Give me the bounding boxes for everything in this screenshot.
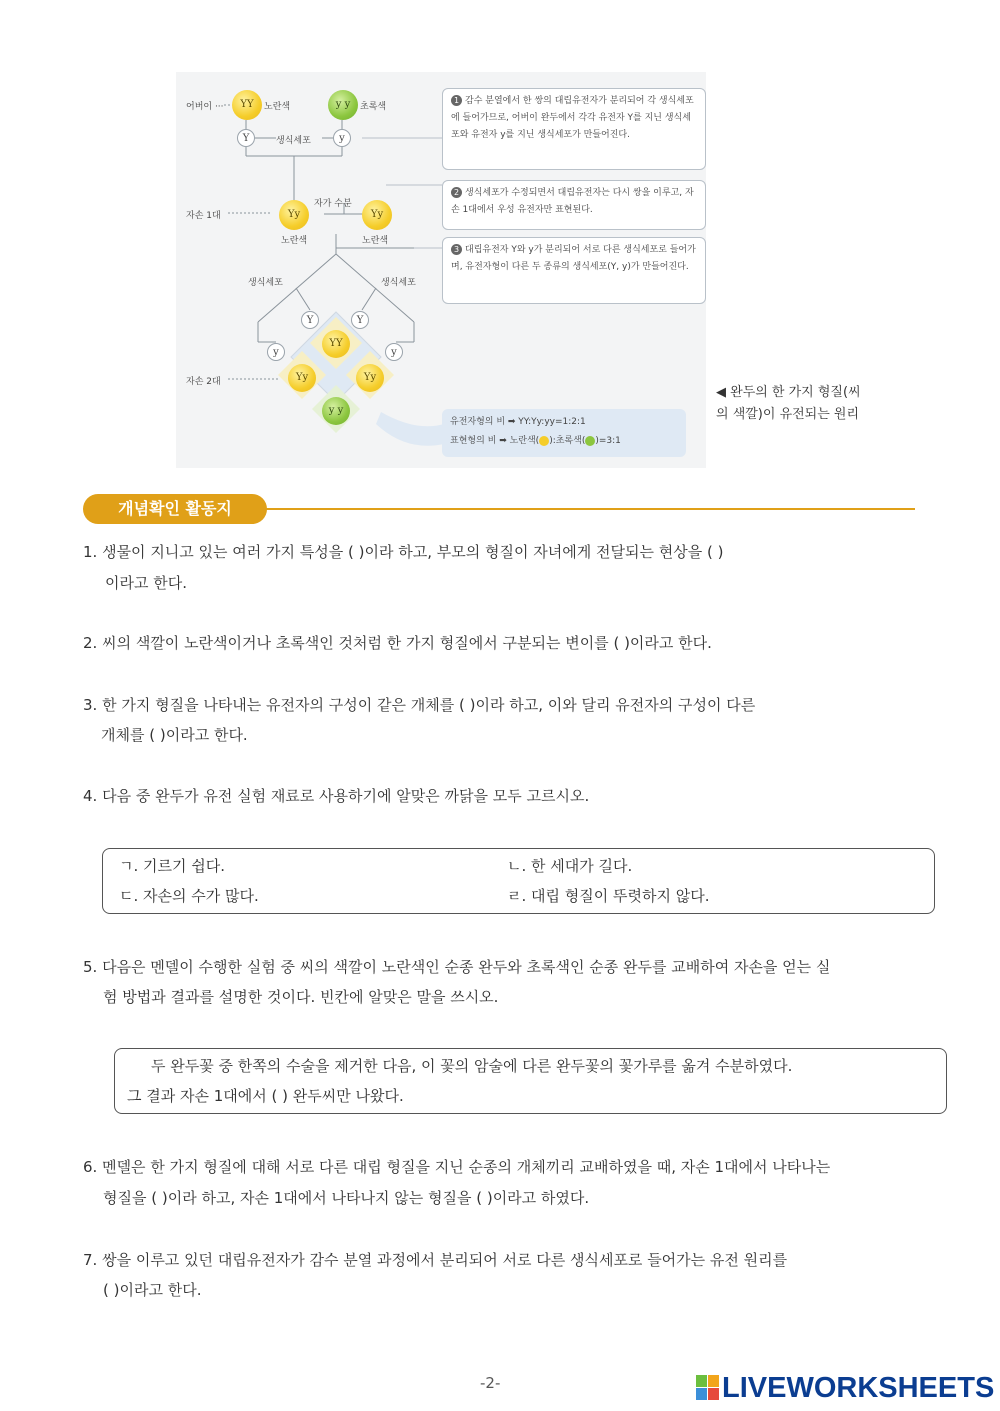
- phenotype-ratio-part-a: 표현형의 비 ➡ 노란색(: [450, 436, 540, 446]
- note-3-number: 3: [451, 244, 462, 255]
- f2-pea-YY: [322, 330, 350, 358]
- parent-yellow-genotype: YY: [240, 99, 254, 110]
- f2-gamete-2: Y: [351, 311, 369, 329]
- f1-phenotype-left: 노란색: [281, 236, 308, 246]
- f1-pea-right: [362, 200, 392, 230]
- f1-phenotype-right: 노란색: [362, 236, 389, 246]
- gamete-Y: Y: [237, 129, 255, 147]
- question-1-line-2: 이라고 한다.: [105, 574, 187, 592]
- genotype-ratio: 유전자형의 비 ➡ YY:Yy:yy=1:2:1: [450, 417, 586, 427]
- question-4-options-box: [102, 848, 935, 914]
- parent-green-label: 초록색: [360, 102, 387, 112]
- question-1-line-1: 1. 생물이 지니고 있는 여러 가지 특성을 ( )이라 하고, 부모의 형질이 자녀에게 전달되는 현상을 ( ): [83, 543, 724, 561]
- option-a: ㄱ. 기르기 쉽다.: [119, 857, 226, 875]
- question-5-line-2: 험 방법과 결과를 설명한 것이다. 빈칸에 알맞은 말을 쓰시오.: [103, 988, 499, 1006]
- question-6-line-2: 형질을 ( )이라 하고, 자손 1대에서 나타나지 않는 형질을 ( )이라고 하였다.: [103, 1189, 590, 1207]
- gamete-y: y: [333, 129, 351, 147]
- diagram-caption: ◀ 완두의 한 가지 형질(씨의 색깔)이 유전되는 원리: [716, 385, 861, 422]
- note-1-number: 1: [451, 95, 462, 106]
- f2-genotype-1: YY: [329, 338, 343, 349]
- liveworksheets-logo: [696, 1371, 994, 1405]
- f2-gamete-4: y: [385, 343, 403, 361]
- parent-green-pea: [328, 90, 358, 120]
- f1-label: 자손 1대: [186, 211, 221, 221]
- note-3-text: 대립유전자 Y와 y가 분리되어 서로 다른 생식세포로 들어가며, 유전자형이 다른 두 종류의 생식세포(Y, y)가 만들어진다.: [451, 245, 696, 272]
- f2-gamete-1: Y: [301, 311, 319, 329]
- question-5-line-1: 5. 다음은 멘델이 수행한 실험 중 씨의 색깔이 노란색인 순종 완두와 초록색인 순종 완두를 교배하여 자손을 얻는 실: [83, 958, 831, 976]
- ratio-box: [442, 409, 686, 457]
- phenotype-ratio-part-c: )=3:1: [595, 436, 621, 446]
- f2-genotype-2: Yy: [295, 372, 309, 383]
- gamete-label-right: 생식세포: [381, 278, 416, 288]
- f2-pea-Yy-left: [288, 364, 316, 392]
- question-6-line-1: 6. 멘델은 한 가지 형질에 대해 서로 다른 대립 형질을 지닌 순종의 개체끼리 교배하였을 때, 자손 1대에서 나타나는: [83, 1158, 831, 1176]
- green-dot-icon: [585, 436, 595, 446]
- note-2: [442, 180, 706, 230]
- f2-label: 자손 2대: [186, 377, 221, 387]
- question-7-line-2: ( )이라고 한다.: [103, 1281, 202, 1299]
- note-2-number: 2: [451, 187, 462, 198]
- option-c: ㄷ. 자손의 수가 많다.: [119, 887, 259, 905]
- f1-genotype-right: Yy: [370, 209, 384, 220]
- f2-gamete-3: y: [267, 343, 285, 361]
- brand-text: LIVEWORKSHEETS: [722, 1371, 995, 1404]
- option-d: ㄹ. 대립 형질이 뚜렷하지 않다.: [507, 887, 710, 905]
- parent-green-genotype: y y: [335, 99, 351, 110]
- f2-genotype-3: Yy: [363, 372, 377, 383]
- question-2: 2. 씨의 색깔이 노란색이거나 초록색인 것처럼 한 가지 형질에서 구분되는 변이를 ( )이라고 한다.: [83, 634, 712, 652]
- question-3-line-1: 3. 한 가지 형질을 나타내는 유전자의 구성이 같은 개체를 ( )이라 하고, 이와 달리 유전자의 구성이 다른: [83, 696, 756, 714]
- note-1: [442, 88, 706, 170]
- yellow-dot-icon: [539, 436, 549, 446]
- heredity-diagram: [176, 72, 706, 468]
- option-b: ㄴ. 한 세대가 길다.: [507, 857, 633, 875]
- question-5-box-line-1: 두 완두꽃 중 한쪽의 수술을 제거한 다음, 이 꽃의 암술에 다른 완두꽃의 꽃가루를 옮겨 수분하였다.: [151, 1057, 793, 1075]
- self-pollination-label: 자가 수분: [314, 199, 352, 209]
- section-divider: [260, 508, 915, 510]
- parent-yellow-pea: [232, 90, 262, 120]
- note-2-text: 생식세포가 수정되면서 대립유전자는 다시 쌍을 이루고, 자손 1대에서 우성 유전자만 표현된다.: [451, 188, 694, 215]
- question-3-line-2: 개체를 ( )이라고 한다.: [101, 726, 248, 744]
- phenotype-ratio-part-b: ):초록색(: [549, 436, 586, 446]
- gamete-label-left: 생식세포: [248, 278, 283, 288]
- note-3: [442, 237, 706, 304]
- page-number: -2-: [480, 1374, 501, 1392]
- question-5-box-line-2: 그 결과 자손 1대에서 ( ) 완두씨만 나왔다.: [127, 1087, 404, 1105]
- question-4: 4. 다음 중 완두가 유전 실험 재료로 사용하기에 알맞은 까닭을 모두 고르시오.: [83, 787, 590, 805]
- gamete-label: 생식세포: [276, 136, 311, 146]
- note-1-text: 감수 분열에서 한 쌍의 대립유전자가 분리되어 각 생식세포에 들어가므로, 어버이 완두에서 각각 유전자 Y를 지닌 생식세포와 유전자 y를 지닌 생식세포가 만들어진다.: [451, 96, 694, 140]
- f2-pea-yy: [322, 397, 350, 425]
- f2-pea-Yy-right: [356, 364, 384, 392]
- f2-genotype-4: y y: [328, 405, 344, 416]
- phenotype-ratio: [450, 432, 678, 451]
- question-7-line-1: 7. 쌍을 이루고 있던 대립유전자가 감수 분열 과정에서 분리되어 서로 다른 생식세포로 들어가는 유전 원리를: [83, 1251, 788, 1269]
- section-title: 개념확인 활동지: [83, 494, 267, 524]
- liveworksheets-icon: [696, 1375, 720, 1401]
- parent-label: 어버이 ···: [186, 102, 224, 112]
- f1-pea-left: [279, 200, 309, 230]
- parent-yellow-label: 노란색: [264, 102, 291, 112]
- question-5-box: [114, 1048, 947, 1114]
- f1-genotype-left: Yy: [287, 209, 301, 220]
